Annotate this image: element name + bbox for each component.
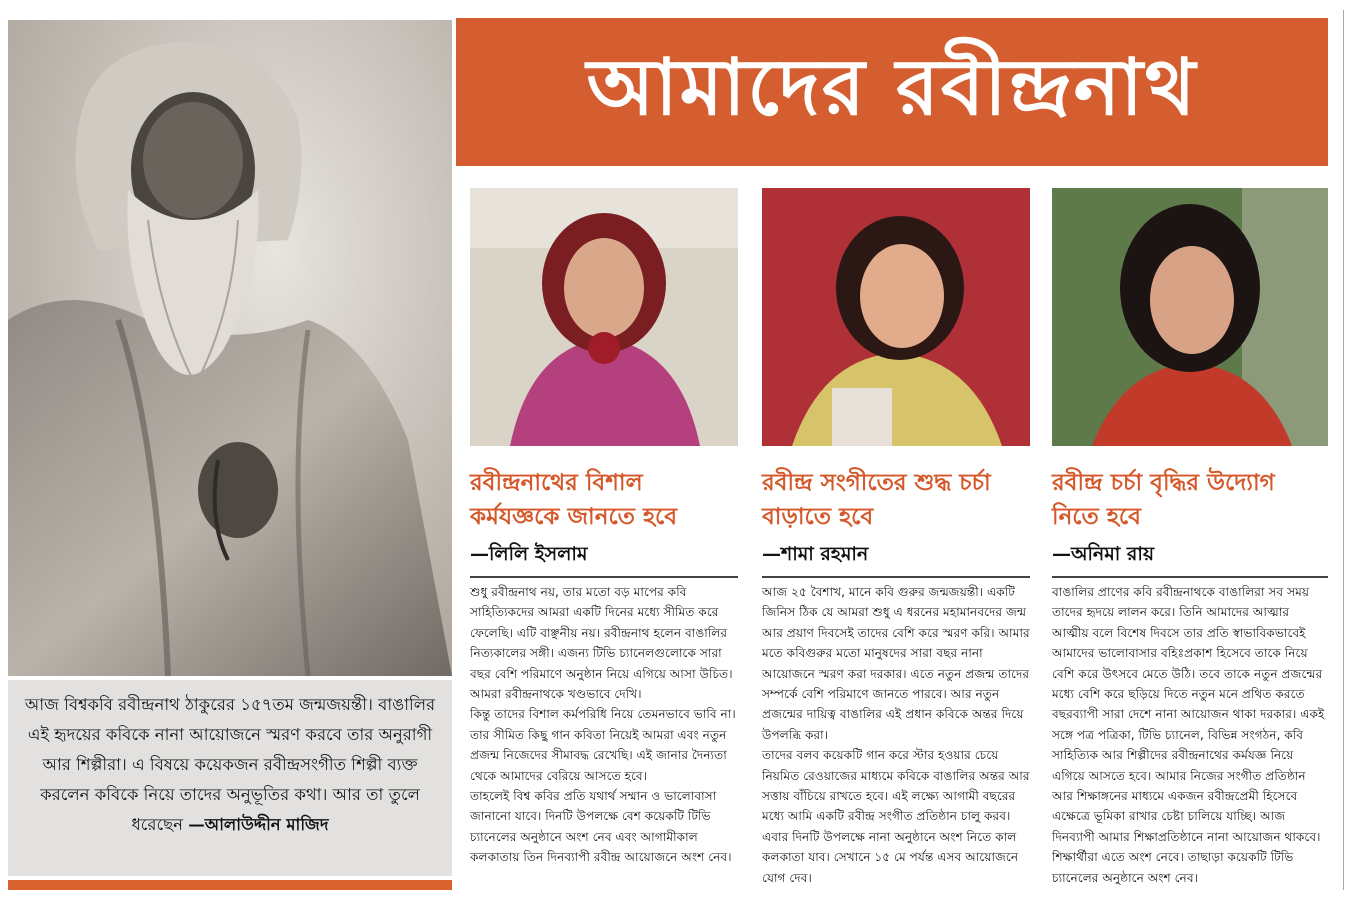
photo-illustration-3	[1052, 188, 1328, 446]
singer-photo-3	[1052, 188, 1328, 446]
article-headline: রবীন্দ্রনাথের বিশাল কর্মযজ্ঞকে জানতে হবে	[470, 469, 678, 530]
article-body	[1052, 582, 1328, 888]
photo-illustration-2	[762, 188, 1030, 446]
article-paragraph: শুধু রবীন্দ্রনাথ নয়, তার মতো বড় মাপের কবি সাহিত্যিকদের আমরা একটি দিনের মধ্যে সীমিত করে ফেলেছি। এটি বাঞ্ছনীয় নয়। রবীন্দ্রনাথ হলেন বাঙালির নিত্যকালের সঙ্গী। এজন্য টিভি চ্যানেলগুলোকে সারা বছর বেশি পরিমাণে অনুষ্ঠান নিয়ে এগিয়ে আসা উচিত। আমরা রবীন্দ্রনাথকে খণ্ডভাবে দেখি।	[470, 585, 733, 702]
article-body	[762, 582, 1030, 888]
article-paragraph: এবার দিনটি উপলক্ষে নানা অনুষ্ঠানে অংশ নিতে কাল কলকাতা যাব। সেখানে ১৫ মে পর্যন্ত এসব আয়োজনে যোগ দেব।	[762, 829, 1019, 885]
photo-illustration-1	[470, 188, 738, 446]
article-paragraph: কিন্তু তাদের বিশাল কর্মপরিধি নিয়ে তেমনভাবে ভাবি না। তার সীমিত কিছু গান কবিতা নিয়েই আমরা এবং নতুন প্রজন্ম নিজেদের সীমাবদ্ধ রেখেছি। এই জানার দৈন্যতা থেকে আমাদের বেরিয়ে আসতে হবে।	[470, 707, 736, 783]
author-divider	[762, 576, 1030, 578]
author-divider	[470, 576, 738, 578]
caption-accent-bar	[8, 880, 452, 890]
article-author: —শামা রহমান	[762, 543, 869, 565]
title-banner	[456, 18, 1328, 166]
article-paragraph: তাদের বলব কয়েকটি গান করে স্টার হওয়ার চেয়ে নিয়মিত রেওয়াজের মাধ্যমে কবিকে বাঙালির অন্তর আর সত্তায় বাঁচিয়ে রাখতে হবে। এই লক্ষ্যে আগামী বছরের মধ্যে আমি একটি রবীন্দ্র সংগীত প্রতিষ্ঠান চালু করব।	[762, 748, 1030, 824]
page-edge-rule	[1343, 10, 1344, 890]
article-headline: রবীন্দ্র সংগীতের শুদ্ধ চর্চা বাড়াতে হবে	[762, 469, 991, 530]
article-body	[470, 582, 738, 868]
portrait-photo	[8, 20, 452, 676]
article-author: —লিলি ইসলাম	[470, 543, 588, 565]
article-lily-islam	[470, 188, 738, 868]
article-paragraph: তাহলেই বিশ্ব কবির প্রতি যথার্থ সম্মান ও ভালোবাসা জানানো যাবে। দিনটি উপলক্ষে বেশ কয়েকটি টিভি চ্যানেলের অনুষ্ঠানে অংশ নেব এবং আগামীকাল কলকাতায় তিন দিনব্যাপী রবীন্দ্র আয়োজনে অংশ নেব।	[470, 789, 732, 865]
caption-text: আজ বিশ্বকবি রবীন্দ্রনাথ ঠাকুরের ১৫৭তম জন্মজয়ন্তী। বাঙালির এই হৃদয়ের কবিকে নানা আয়োজনে স্মরণ করবে তার অনুরাগী আর শিল্পীরা। এ বিষয়ে কয়েকজন রবীন্দ্রসংগীত শিল্পী ব্যক্ত করলেন কবিকে নিয়ে তাদের অনুভূতির কথা। আর তা তুলে ধরেছেন	[24, 695, 436, 834]
singer-photo-1	[470, 188, 738, 446]
author-divider	[1052, 576, 1328, 578]
article-paragraph: বাঙালির প্রাণের কবি রবীন্দ্রনাথকে বাঙালিরা সব সময় তাদের হৃদয়ে লালন করে। তিনি আমাদের আত্মার আত্মীয় বলে বিশেষ দিবসে তার প্রতি স্বাভাবিকভাবেই আমাদের ভালোবাসার বহিঃপ্রকাশ হিসেবে তাকে নিয়ে বেশি করে উৎসবে মেতে উঠি। তবে তাকে নতুন প্রজন্মের মধ্যে বেশি করে ছড়িয়ে দিতে নতুন মনে প্রথিত করতে বছরব্যাপী সারা দেশে নানা আয়োজন থাকা দরকার। একই সঙ্গে পত্র পত্রিকা, টিভি চ্যানেল, বিভিন্ন সংগঠন, কবি সাহিত্যিক আর শিল্পীদের রবীন্দ্রনাথের কর্মযজ্ঞ নিয়ে এগিয়ে আসতে হবে। আমার নিজের সংগীত প্রতিষ্ঠান আর শিক্ষাঙ্গনের মাধ্যমে একজন রবীন্দ্রপ্রেমী হিসেবে এক্ষেত্রে ভূমিকা রাখার চেষ্টা চালিয়ে যাচ্ছি। আজ দিনব্যাপী আমার শিক্ষাপ্রতিষ্ঠানে নানা আয়োজন থাকবে। শিক্ষার্থীরা এতে অংশ নেবে। তাছাড়া কয়েকটি টিভি চ্যানেলের অনুষ্ঠানে অংশ নেব।	[1052, 585, 1325, 885]
article-paragraph: আজ ২৫ বৈশাখ, মানে কবি গুরুর জন্মজয়ন্তী। একটি জিনিস ঠিক যে আমরা শুধু এ ধরনের মহামানবদের জন্ম আর প্রয়াণ দিবসেই তাদের বেশি করে স্মরণ করি। আমার মতে কবিগুরুর মতো মানুষদের সারা বছর নানা আয়োজনে স্মরণ করা দরকার। এতে নতুন প্রজন্ম তাদের সম্পর্কে বেশি পরিমাণে জানতে পারবে। আর নতুন প্রজন্মের দায়িত্ব বাঙালির এই প্রধান কবিকে অন্তর দিয়ে উপলব্ধি করা।	[762, 585, 1030, 742]
article-headline: রবীন্দ্র চর্চা বৃদ্ধির উদ্যোগ নিতে হবে	[1052, 469, 1275, 530]
page-title: আমাদের রবীন্দ্রনাথ	[586, 42, 1198, 133]
article-shama-rahman	[762, 188, 1030, 888]
article-anima-roy	[1052, 188, 1328, 888]
singer-photo-2	[762, 188, 1030, 446]
article-author: —অনিমা রায়	[1052, 543, 1155, 565]
portrait-illustration	[8, 20, 452, 676]
caption-box	[8, 680, 452, 876]
caption-byline: —আলাউদ্দীন মাজিদ	[188, 815, 329, 834]
